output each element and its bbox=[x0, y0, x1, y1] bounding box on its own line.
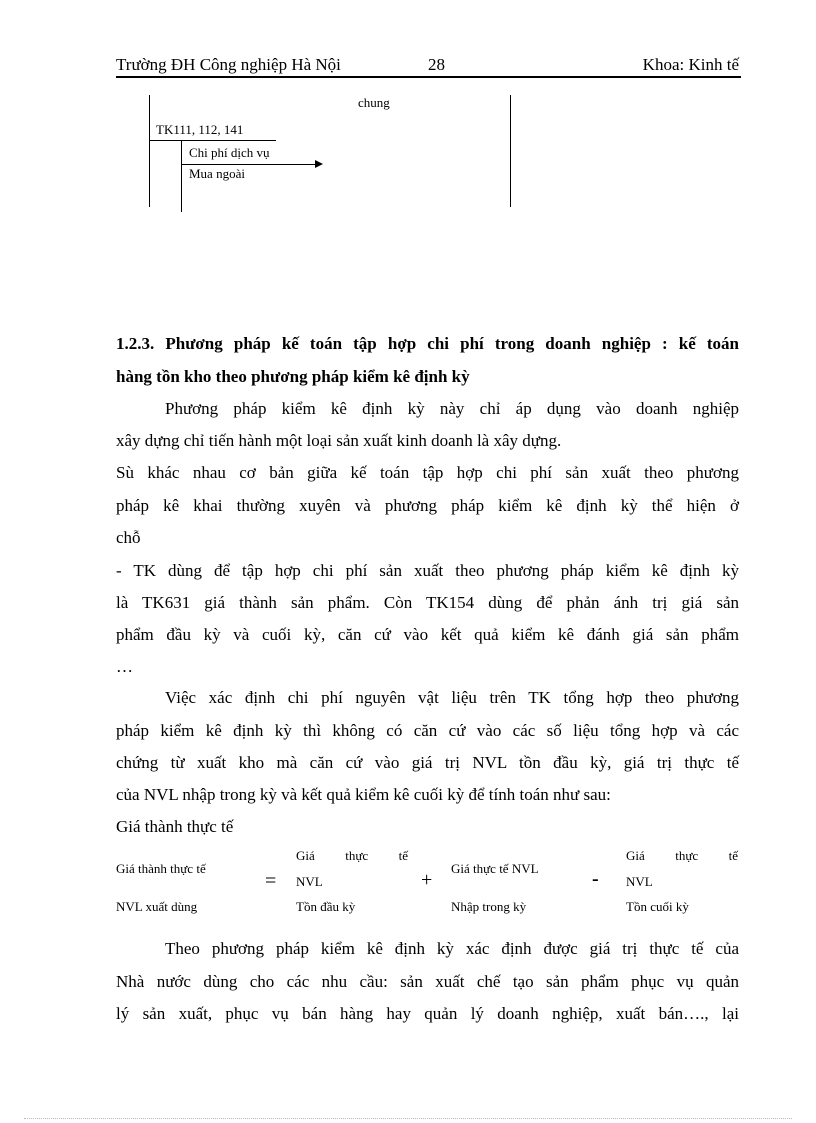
diagram-account-label: TK111, 112, 141 bbox=[156, 122, 244, 137]
body-line: … bbox=[116, 657, 133, 676]
body-line: là TK631 giá thành sản phẩm. Còn TK154 dùng để phản ánh trị giá sản bbox=[116, 593, 739, 612]
page-number: 28 bbox=[428, 55, 445, 74]
diagram-top-label: chung bbox=[358, 95, 390, 110]
formula-term1-line2: NVL bbox=[296, 874, 323, 889]
body-line: Việc xác định chi phí nguyên vật liệu trên TK tổng hợp theo phương bbox=[165, 688, 739, 707]
diagram-account-rule bbox=[149, 140, 276, 141]
formula-term1-line3: Tồn đầu kỳ bbox=[296, 899, 356, 914]
body-line: phẩm đầu kỳ và cuối kỳ, căn cứ vào kết quả kiểm kê đánh giá sản phẩm bbox=[116, 625, 739, 644]
diagram-arrow-line bbox=[181, 164, 315, 165]
diagram-right-line bbox=[510, 95, 511, 207]
header-school-name: Trường ĐH Công nghiệp Hà Nội bbox=[116, 55, 341, 74]
closing-line: Nhà nước dùng cho các nhu cầu: sản xuất chế tạo sản phẩm phục vụ quản bbox=[116, 972, 739, 991]
body-line: Giá thành thực tế bbox=[116, 817, 234, 836]
section-heading-line2: hàng tồn kho theo phương pháp kiểm kê định kỳ bbox=[116, 367, 470, 386]
formula-term3-line1: Giá thực tế bbox=[626, 848, 738, 863]
body-line: chứng từ xuất kho mà căn cứ vào giá trị NVL tồn đầu kỳ, giá trị thực tế bbox=[116, 753, 739, 772]
diagram-account-line bbox=[181, 140, 182, 212]
formula-term2-line2: Nhập trong kỳ bbox=[451, 899, 527, 914]
body-line: chỗ bbox=[116, 528, 141, 547]
formula-lhs-line1: Giá thành thực tế bbox=[116, 861, 206, 876]
body-line: - TK dùng để tập hợp chi phí sản xuất theo phương pháp kiểm kê định kỳ bbox=[116, 561, 739, 580]
body-line: Phương pháp kiểm kê định kỳ này chỉ áp dụng vào doanh nghiệp bbox=[165, 399, 739, 418]
formula-minus: - bbox=[592, 868, 599, 890]
body-line: của NVL nhập trong kỳ và kết quả kiểm kê cuối kỳ để tính toán như sau: bbox=[116, 785, 611, 804]
header-faculty: Khoa: Kinh tế bbox=[642, 55, 739, 74]
formula-lhs-line2: NVL xuất dùng bbox=[116, 899, 198, 914]
body-line: pháp kiểm kê định kỳ thì không có căn cứ vào các số liệu tổng hợp và các bbox=[116, 721, 739, 740]
diagram-entry-line2: Mua ngoài bbox=[189, 166, 245, 181]
formula-term3-line3: Tồn cuối kỳ bbox=[626, 899, 689, 914]
formula-term3-line2: NVL bbox=[626, 874, 653, 889]
formula-term2-line1: Giá thực tế NVL bbox=[451, 861, 539, 876]
closing-line: Theo phương pháp kiểm kê định kỳ xác định được giá trị thực tế của bbox=[165, 939, 739, 958]
formula-plus: + bbox=[421, 869, 433, 891]
formula-term1-line1: Giá thực tế bbox=[296, 848, 408, 863]
body-line: xây dựng chỉ tiến hành một loại sản xuất kinh doanh là xây dựng. bbox=[116, 431, 562, 450]
header-rule bbox=[116, 76, 741, 78]
formula-equals: = bbox=[265, 870, 277, 892]
diagram-entry-line1: Chi phí dịch vụ bbox=[189, 145, 270, 160]
section-heading-line1: 1.2.3. Phương pháp kế toán tập hợp chi phí trong doanh nghiệp : kế toán bbox=[116, 334, 739, 353]
page-bottom-border bbox=[24, 1118, 792, 1119]
body-line: Sù khác nhau cơ bản giữa kế toán tập hợp chi phí sản xuất theo phương bbox=[116, 463, 739, 482]
closing-line: lý sản xuất, phục vụ bán hàng hay quản lý doanh nghiệp, xuất bán…., lại bbox=[116, 1004, 739, 1023]
arrow-right-icon bbox=[315, 160, 323, 168]
body-line: pháp kê khai thường xuyên và phương pháp kiểm kê định kỳ thể hiện ở bbox=[116, 496, 739, 515]
diagram-left-line bbox=[149, 95, 150, 207]
